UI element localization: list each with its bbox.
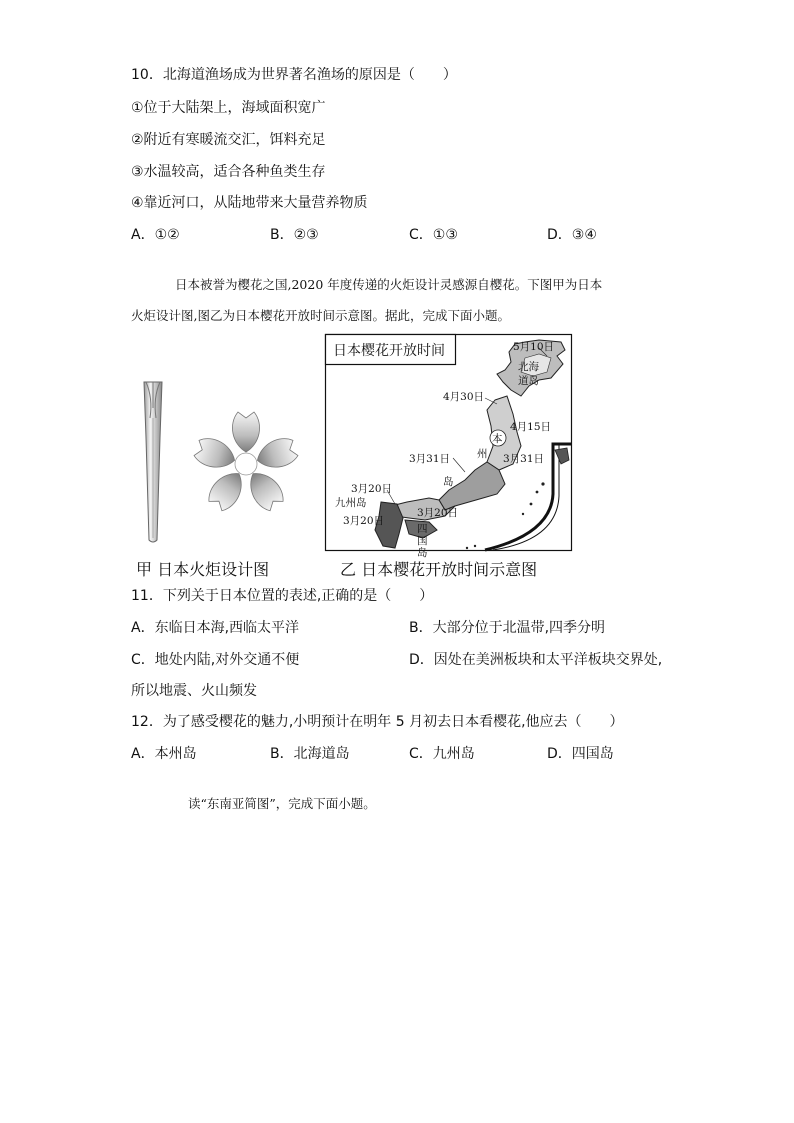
intro1-line1: 日本被誉为樱花之国,2020 年度传递的火炬设计灵感源自樱花。下图甲为日本 <box>175 277 603 292</box>
q10-item-2: ②附近有寒暖流交汇，饵料充足 <box>131 132 326 148</box>
q12-stem: 12．为了感受樱花的魅力,小明预计在明年 5 月初去日本看樱花,他应去（ ） <box>131 714 624 730</box>
q11-option-c: C．地处内陆,对外交通不便 <box>131 652 300 668</box>
label-shikoku-1: 四 <box>417 523 428 535</box>
q10-option-c: C．①③ <box>409 227 458 243</box>
label-mar20-c: 3月20日 <box>343 515 385 527</box>
japan-sakura-map <box>325 334 572 559</box>
label-hokkaido-1: 北海 <box>518 361 539 373</box>
q11-option-d-continuation: 所以地震、火山频发 <box>131 683 257 699</box>
q10-option-d: D．③④ <box>547 227 597 243</box>
map-title: 日本樱花开放时间 <box>333 343 445 359</box>
label-mar20-a: 3月20日 <box>351 483 393 495</box>
q10-option-a: A．①② <box>131 227 180 243</box>
q11-option-b: B．大部分位于北温带,四季分明 <box>409 620 606 636</box>
q10-option-b: B．②③ <box>270 227 319 243</box>
q11-option-a: A．东临日本海,西临太平洋 <box>131 620 300 636</box>
sakura-flower-icon <box>190 408 302 520</box>
label-mar31-b: 3月31日 <box>503 453 545 465</box>
label-shikoku-3: 岛 <box>417 547 428 559</box>
q12-option-d: D．四国岛 <box>547 746 614 762</box>
label-apr15: 4月15日 <box>510 421 552 433</box>
label-apr30: 4月30日 <box>443 391 485 403</box>
q11-option-d: D．因处在美洲板块和太平洋板块交界处, <box>409 652 663 668</box>
torch-icon <box>138 378 168 546</box>
caption-figure-b: 乙 日本樱花开放时间示意图 <box>340 560 538 579</box>
label-mar31-a: 3月31日 <box>409 453 451 465</box>
label-may10: 5月10日 <box>513 341 555 353</box>
caption-figure-a: 甲 日本火炬设计图 <box>136 560 270 579</box>
q10-item-3: ③水温较高，适合各种鱼类生存 <box>131 164 326 180</box>
q12-option-a: A．本州岛 <box>131 746 197 762</box>
q10-item-1: ①位于大陆架上，海域面积宽广 <box>131 100 326 116</box>
q10-stem: 10．北海道渔场成为世界著名渔场的原因是（ ） <box>131 67 457 83</box>
label-shu: 州 <box>477 448 488 460</box>
label-shikoku-2: 国 <box>417 535 428 547</box>
q11-stem: 11．下列关于日本位置的表述,正确的是（ ） <box>131 588 434 604</box>
label-dao: 岛 <box>443 476 454 488</box>
intro1-line2: 火炬设计图,图乙为日本樱花开放时间示意图。据此，完成下面小题。 <box>131 308 510 323</box>
label-kyushu: 九州岛 <box>335 497 367 509</box>
label-hokkaido-2: 道岛 <box>518 375 539 387</box>
intro2: 读“东南亚简图”，完成下面小题。 <box>188 796 376 811</box>
label-hon: 本 <box>492 433 503 445</box>
label-mar20-b: 3月20日 <box>417 507 459 519</box>
q12-option-b: B．北海道岛 <box>270 746 350 762</box>
q10-item-4: ④靠近河口，从陆地带来大量营养物质 <box>131 195 368 211</box>
q12-option-c: C．九州岛 <box>409 746 475 762</box>
